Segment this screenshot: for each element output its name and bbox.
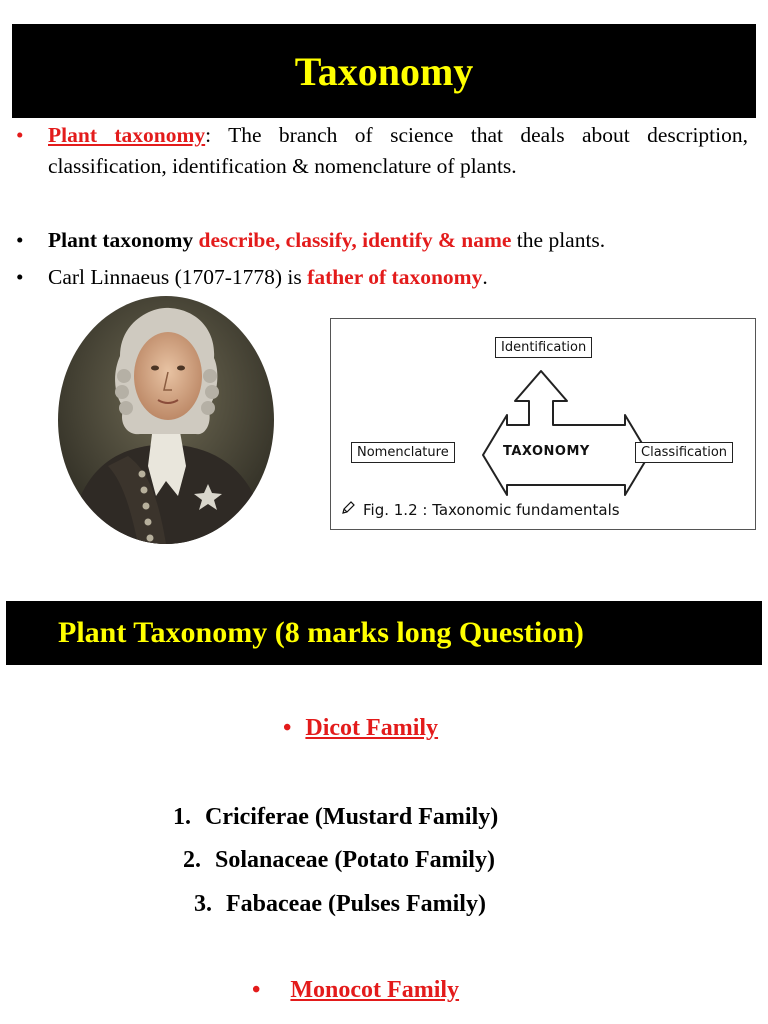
dicot-heading (283, 715, 438, 742)
title-banner (12, 24, 756, 118)
portrait-illustration (58, 296, 274, 544)
family-number: 1. (173, 804, 191, 830)
linnaeus-end: . (482, 265, 488, 289)
classification-box: Classification (635, 442, 733, 463)
monocot-heading-label: Monocot Family (290, 977, 460, 1003)
linnaeus-highlight: father of taxonomy (307, 265, 483, 289)
describe-text (48, 225, 605, 256)
linnaeus-lead: Carl Linnaeus (1707-1778) is (48, 265, 308, 289)
taxonomy-center-label: TAXONOMY (503, 444, 590, 459)
pencil-icon (341, 501, 355, 519)
bullet-icon: • (283, 715, 292, 741)
figure-caption-text: Fig. 1.2 : Taxonomic fundamentals (363, 501, 620, 519)
family-name: Solanaceae (Potato Family) (215, 847, 495, 873)
definition-text (48, 120, 748, 182)
family-name: Fabaceae (Pulses Family) (226, 891, 486, 917)
section-banner (6, 601, 762, 665)
family-item (173, 804, 498, 831)
family-number: 3. (194, 891, 212, 917)
bullet-icon: • (16, 228, 24, 252)
family-item (183, 847, 495, 874)
taxonomy-figure (330, 318, 756, 530)
nomenclature-box: Nomenclature (351, 442, 455, 463)
term-plant-taxonomy: Plant taxonomy (48, 123, 206, 147)
describe-highlight: describe, classify, identify & name (198, 228, 512, 252)
bullet-icon: • (252, 977, 261, 1003)
family-number: 2. (183, 847, 201, 873)
definition-body: : The branch of science that deals about description, classification, identification & nomenclature of plants. (48, 123, 749, 178)
page-title: Taxonomy (294, 48, 474, 94)
bullet-icon: • (16, 265, 24, 289)
bullet-icon: • (16, 123, 24, 147)
describe-end: the plants. (511, 228, 606, 252)
figure-caption (341, 501, 620, 519)
describe-lead: Plant taxonomy (48, 228, 199, 252)
linnaeus-text (48, 262, 488, 293)
identification-box: Identification (495, 337, 592, 358)
family-name: Criciferae (Mustard Family) (205, 804, 499, 830)
dicot-heading-label: Dicot Family (305, 715, 439, 741)
monocot-heading (252, 977, 459, 1004)
section-title: Plant Taxonomy (8 marks long Question) (58, 616, 584, 649)
family-item (194, 891, 486, 918)
linnaeus-portrait (58, 296, 274, 544)
